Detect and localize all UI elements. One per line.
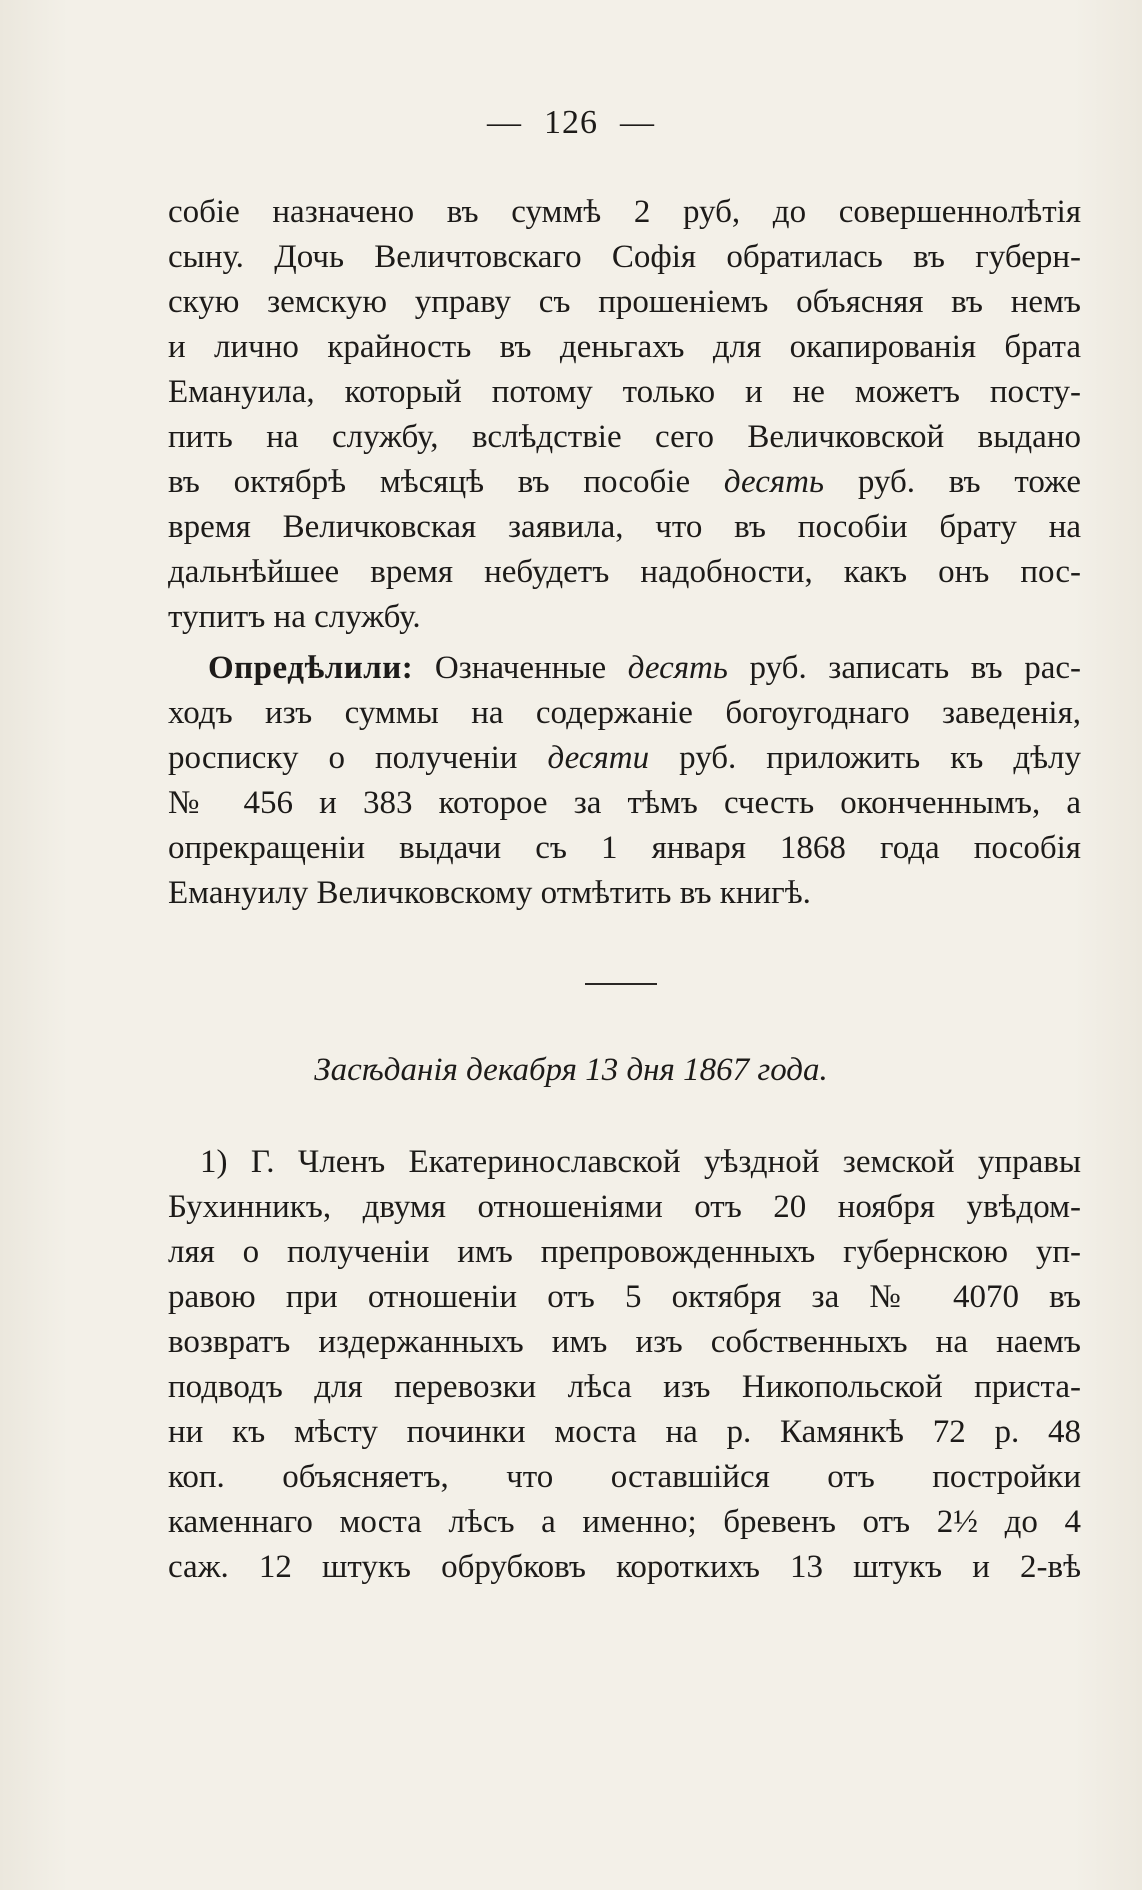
text-line: и лично крайность въ деньгахъ для окапированія брата [168,329,1081,365]
page-number-dash-left: — [487,104,522,141]
text-line: саж. 12 штукъ обрубковъ короткихъ 13 штукъ и 2-вѣ [168,1549,1081,1585]
resolution-label: Опредѣлили: [208,650,414,686]
text-line: Бухинникъ, двумя отношеніями отъ 20 ноября увѣдом- [168,1189,1081,1225]
text-segment: росписку о полученіи [168,740,518,776]
text-segment: въ октябрѣ мѣсяцѣ въ пособіе [168,464,691,500]
text-line: опрекращеніи выдачи съ 1 января 1868 года пособія [168,830,1081,866]
text-line: время Величковская заявила, что въ пособіи брату на [168,509,1081,545]
page-number-dash-right: — [620,104,655,141]
text-segment: Означенные [434,650,607,686]
text-segment: руб. приложить къ дѣлу [679,740,1081,776]
resolution-line [208,646,1081,690]
text-line: 1) Г. Членъ Екатеринославской уѣздной земской управы [200,1144,1081,1180]
text-line: Емануила, который потому только и не можетъ посту- [168,374,1081,410]
section-divider [585,983,657,985]
text-line: Емануилу Величковскому отмѣтить въ книгѣ. [168,875,811,911]
text-line: собіе назначено въ суммѣ 2 руб, до совершеннолѣтія [168,194,1081,230]
text-line: дальнѣйшее время небудетъ надобности, какъ онъ пос- [168,554,1081,590]
text-line: ни къ мѣсту починки моста на р. Камянкѣ 72 р. 48 [168,1414,1081,1450]
text-line: коп. объясняетъ, что оставшійся отъ постройки [168,1459,1081,1495]
text-line: пить на службу, вслѣдствіе сего Величковской выдано [168,419,1081,455]
text-line: подводъ для перевозки лѣса изъ Никопольской приста- [168,1369,1081,1405]
text-line: сыну. Дочь Величтовскаго Софія обратилась въ губерн- [168,239,1081,275]
italic-amount: десяти [547,740,650,776]
text-segment: руб. въ тоже [857,464,1081,500]
text-line: № 456 и 383 которое за тѣмъ счесть оконченнымъ, а [168,785,1081,821]
text-line: ходъ изъ суммы на содержаніе богоугоднаго заведенія, [168,695,1081,731]
text-segment: руб. записать въ рас- [749,650,1081,686]
text-line: ляя о полученіи имъ препровожденныхъ губернскою уп- [168,1234,1081,1270]
page-number-header [0,104,1142,142]
text-line: возвратъ издержанныхъ имъ изъ собственныхъ на наемъ [168,1324,1081,1360]
italic-amount: десять [627,650,728,686]
text-line-mixed [168,460,1081,504]
page-number: 126 [544,104,598,141]
text-line: скую земскую управу съ прошеніемъ объясняя въ немъ [168,284,1081,320]
italic-amount: десять [723,464,825,500]
text-line-mixed [168,736,1081,780]
session-heading: Засѣданія декабря 13 дня 1867 года. [314,1052,828,1088]
text-line: каменнаго моста лѣсъ а именно; бревенъ отъ 2½ до 4 [168,1504,1081,1540]
text-line: тупитъ на службу. [168,599,421,635]
text-line: равою при отношеніи отъ 5 октября за № 4070 въ [168,1279,1081,1315]
